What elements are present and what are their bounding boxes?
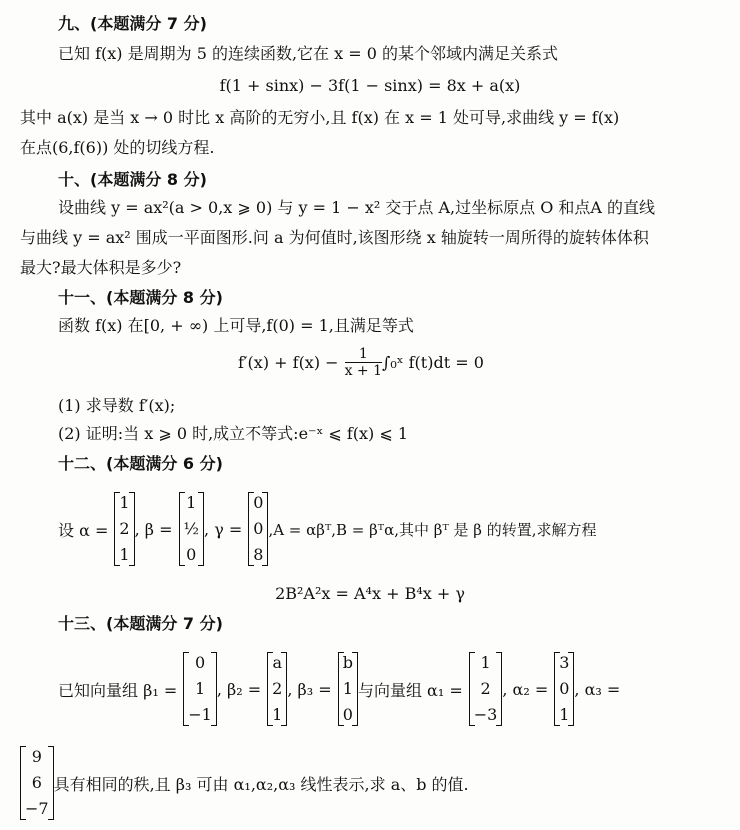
beta-entry: 1 [186,493,197,512]
q11-line1: 函数 f(x) 在[0, + ∞) 上可导,f(0) = 1,且满足等式 [58,316,414,335]
beta-entry: 0 [186,545,197,564]
q11-part1: (1) 求导数 f′(x); [58,396,176,415]
b2-entry: 2 [272,679,283,698]
q11-frac-den: x + 1 [344,362,382,379]
a3-entry: 9 [31,747,42,766]
gamma-vector [248,490,268,568]
a1-entry: 2 [480,679,491,698]
q13-b3-label: , β₃ = [287,679,332,699]
q13-tail: 具有相同的秩,且 β₃ 可由 α₁,α₂,α₃ 线性表示,求 a、b 的值. [53,774,469,794]
b3-vector [338,650,358,728]
a3-entry: −7 [25,799,49,818]
alpha-entry: 1 [119,493,130,512]
a1-entry: 1 [480,653,491,672]
q11-fraction [345,346,382,379]
q13-vectors [58,644,620,734]
alpha-entry: 2 [119,519,130,538]
a2-entry: 3 [559,653,570,672]
q13-a3-label: , α₃ = [574,679,621,699]
b3-entry: 1 [342,679,353,698]
b1-entry: 0 [194,653,206,672]
q13-mid: 与向量组 α₁ = [357,680,463,700]
q13-continuation [20,738,469,828]
a2-entry: 0 [559,679,570,698]
q11-formula-left: f′(x) + f(x) − [238,352,339,372]
beta-vector [179,490,205,568]
alpha-entry: 1 [119,545,130,564]
b1-vector [183,650,217,728]
q10-line3: 最大?最大体积是多少? [20,258,182,277]
b2-entry: a [272,653,283,672]
gamma-entry: 0 [253,493,264,512]
q12-prefix: 设 α = [58,520,109,540]
q13-heading: 十三、(本题满分 7 分) [58,614,223,633]
b1-entry: 1 [194,679,206,698]
q13-prefix: 已知向量组 β₁ = [58,680,178,700]
q11-formula [238,342,484,382]
q12-gamma-label: , γ = [204,519,243,539]
q10-heading: 十、(本题满分 8 分) [58,170,207,189]
q9-line3: 在点(6,f(6)) 处的切线方程. [20,138,215,157]
q13-a2-label: , α₂ = [502,679,549,699]
q12-heading: 十二、(本题满分 6 分) [58,454,223,473]
a1-vector [469,650,503,728]
b3-entry: 0 [342,705,353,724]
q9-heading: 九、(本题满分 7 分) [58,14,207,33]
a1-entry: −3 [473,705,498,724]
b2-vector [267,650,287,728]
a2-entry: 1 [559,705,570,724]
a2-vector [554,650,574,728]
a3-vector [20,744,54,822]
q11-frac-num: 1 [345,346,382,363]
q12-equation: 2B²A²x = A⁴x + B⁴x + γ [275,584,465,603]
b3-entry: b [342,653,353,672]
q12-vectors [58,484,597,574]
q9-line2: 其中 a(x) 是当 x → 0 时比 x 高阶的无穷小,且 f(x) 在 x = 1 处可导,求曲线 y = f(x) [20,108,620,127]
q13-b2-label: , β₂ = [216,679,262,699]
beta-entry: ½ [183,519,200,538]
q12-beta-label: , β = [134,519,173,539]
alpha-vector [114,490,134,568]
b2-entry: 1 [272,705,283,724]
q10-line1: 设曲线 y = ax²(a > 0,x ⩾ 0) 与 y = 1 − x² 交于点 A,过坐标原点 O 和点A 的直线 [58,198,656,217]
q9-line1: 已知 f(x) 是周期为 5 的连续函数,它在 x = 0 的某个邻域内满足关系式 [58,44,558,63]
q11-part2: (2) 证明:当 x ⩾ 0 时,成立不等式:e⁻ˣ ⩽ f(x) ⩽ 1 [58,424,409,443]
q11-heading: 十一、(本题满分 8 分) [58,288,223,307]
q11-integral: ∫₀ˣ f(t)dt = 0 [382,352,484,372]
b1-entry: −1 [188,705,212,724]
a3-entry: 6 [31,773,42,792]
gamma-entry: 0 [253,519,264,538]
q10-line2: 与曲线 y = ax² 围成一平面图形.问 a 为何值时,该图形绕 x 轴旋转一周所得的旋转体体积 [20,228,649,247]
gamma-entry: 8 [253,545,264,564]
q12-suffix: ,A = αβᵀ,B = βᵀα,其中 βᵀ 是 β 的转置,求解方程 [268,520,597,539]
q9-formula: f(1 + sinx) − 3f(1 − sinx) = 8x + a(x) [219,76,521,95]
